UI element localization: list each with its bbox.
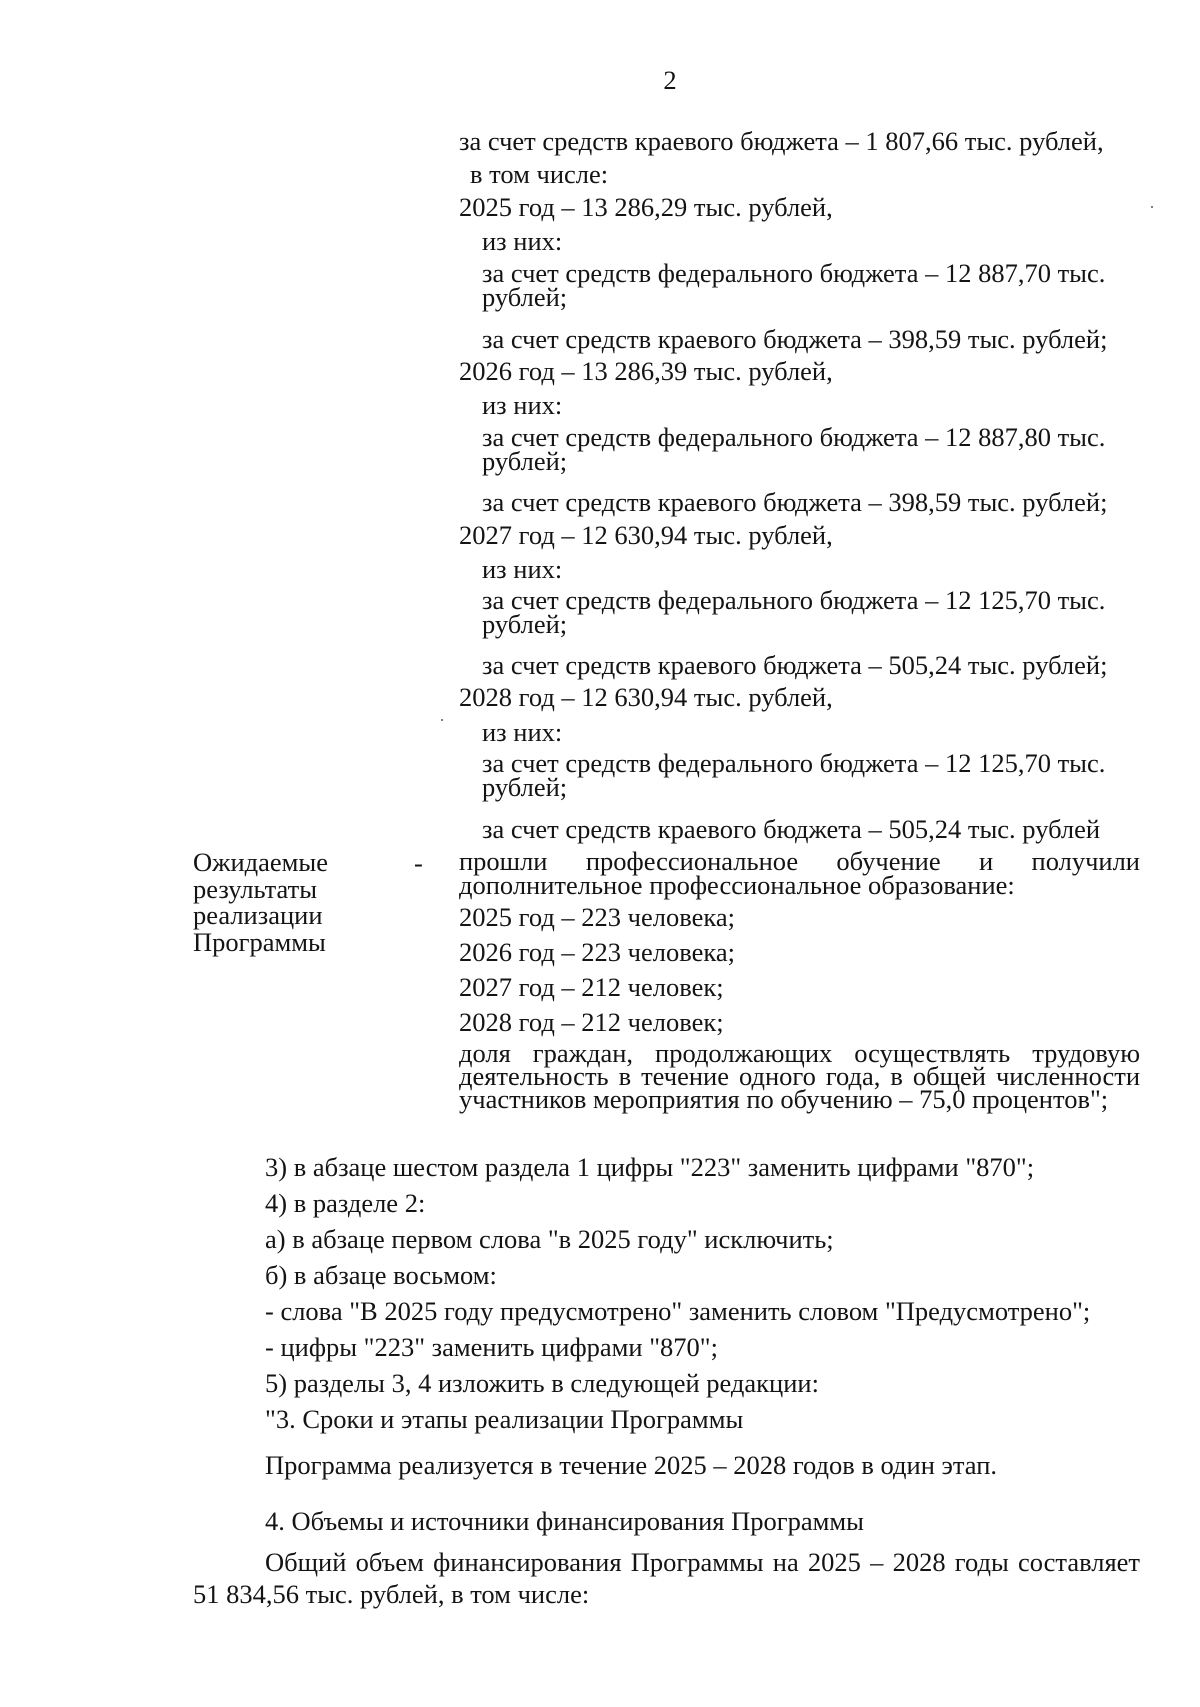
year-2027-regional: за счет средств краевого бюджета – 505,24 тыс. рублей; xyxy=(482,650,1108,680)
section-3-text: Программа реализуется в течение 2025 – 2028 годов в один этап. xyxy=(265,1450,997,1480)
section-4-heading: 4. Объемы и источники финансирования Программы xyxy=(265,1506,864,1536)
results-intro: прошли профессиональное обучение и получили дополнительное профессиональное образование: xyxy=(459,846,1140,901)
amendment-4a: а) в абзаце первом слова "в 2025 году" исключить; xyxy=(265,1224,834,1254)
year-2025-regional: за счет средств краевого бюджета – 398,59 тыс. рублей; xyxy=(482,324,1108,354)
year-2025-of-them: из них: xyxy=(482,226,563,256)
row-dash: - xyxy=(414,848,423,878)
year-2027-federal: за счет средств федерального бюджета – 12 125,70 тыс. рублей; xyxy=(482,585,1106,639)
results-2026: 2026 год – 223 человека; xyxy=(459,937,735,967)
amendment-4: 4) в разделе 2: xyxy=(265,1188,426,1218)
year-2026-regional: за счет средств краевого бюджета – 398,59 тыс. рублей; xyxy=(482,487,1108,517)
amendment-4b: б) в абзаце восьмом: xyxy=(265,1260,497,1290)
amendment-4b-digits: - цифры "223" заменить цифрами "870"; xyxy=(265,1332,718,1362)
regional-budget-total: за счет средств краевого бюджета – 1 807,66 тыс. рублей, xyxy=(459,126,1104,156)
year-2027-of-them: из них: xyxy=(482,554,563,584)
year-2026-total: 2026 год – 13 286,39 тыс. рублей, xyxy=(459,356,833,386)
amendment-4b-words: - слова "В 2025 году предусмотрено" заменить словом "Предусмотрено"; xyxy=(265,1296,1091,1326)
results-2028: 2028 год – 212 человек; xyxy=(459,1007,724,1037)
year-2028-federal: за счет средств федерального бюджета – 12 125,70 тыс. рублей; xyxy=(482,748,1106,802)
year-2028-total: 2028 год – 12 630,94 тыс. рублей, xyxy=(459,682,833,712)
amendment-3: 3) в абзаце шестом раздела 1 цифры "223" заменить цифрами "870"; xyxy=(265,1152,1035,1182)
year-2026-federal: за счет средств федерального бюджета – 12 887,80 тыс. рублей; xyxy=(482,422,1106,476)
amendment-5: 5) разделы 3, 4 изложить в следующей редакции: xyxy=(265,1368,819,1398)
year-2026-of-them: из них: xyxy=(482,390,563,420)
section-3-heading: "3. Сроки и этапы реализации Программы xyxy=(265,1404,744,1434)
year-2025-federal: за счет средств федерального бюджета – 12 887,70 тыс. рублей; xyxy=(482,258,1106,312)
year-2027-total: 2027 год – 12 630,94 тыс. рублей, xyxy=(459,520,833,550)
results-share: доля граждан, продолжающих осуществлять трудовую деятельность в течение одного года, в общей численности участников мероприятия по обучению – 75,0 процентов"; xyxy=(459,1038,1140,1114)
scan-speck xyxy=(1151,206,1153,208)
year-2025-total: 2025 год – 13 286,29 тыс. рублей, xyxy=(459,192,833,222)
year-2028-of-them: из них: xyxy=(482,717,563,747)
scan-speck xyxy=(441,719,443,721)
including-label: в том числе: xyxy=(470,159,609,189)
expected-results-label: Ожидаемые результаты реализации Программы xyxy=(193,847,328,957)
results-2027: 2027 год – 212 человек; xyxy=(459,972,724,1002)
year-2028-regional: за счет средств краевого бюджета – 505,24 тыс. рублей xyxy=(482,814,1101,844)
section-4-text: Общий объем финансирования Программы на 2025 – 2028 годы составляет 51 834,56 тыс. рублей, в том числе: xyxy=(193,1547,1140,1610)
results-2025: 2025 год – 223 человека; xyxy=(459,902,735,932)
page-number: 2 xyxy=(663,65,677,95)
